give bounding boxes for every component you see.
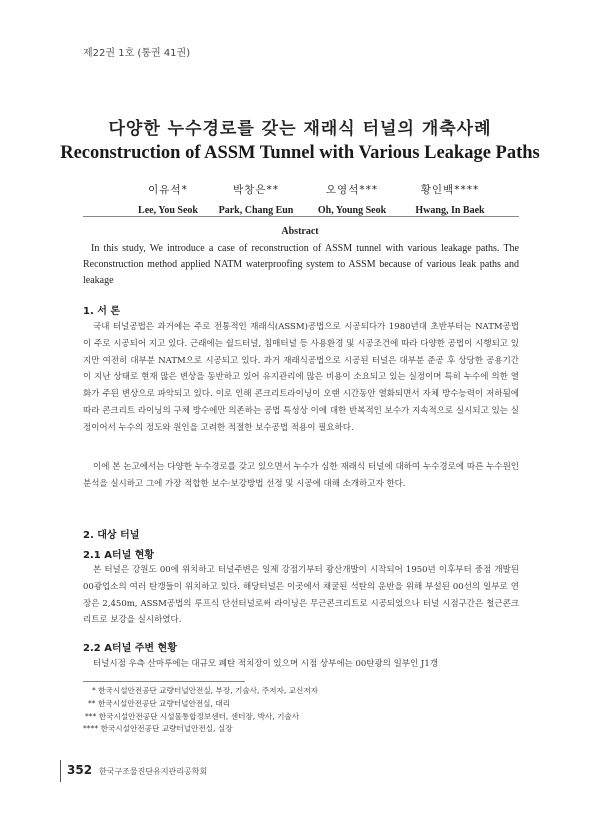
section-2-1-heading: 2.1 A터널 현황: [83, 550, 155, 561]
journal-name: 한국구조물진단유지관리공학회: [99, 767, 208, 776]
section-2-heading: 2. 대상 터널: [83, 530, 140, 541]
author-korean-name: 오영석***: [325, 184, 379, 196]
issue-info: 제22권 1호 (통권 41권): [83, 48, 191, 59]
footer-bar: [60, 760, 61, 782]
author-korean-name: 황인백****: [420, 184, 480, 196]
section-1-paragraph-2: 이에 본 논고에서는 다양한 누수경로를 갖고 있으면서 누수가 심한 재래식 터널에 대하여 누수경로에 따른 누수원인 분석을 실시하고 그에 가장 적합한 보수·보강방법 선정 및 시공에 대해 소개하고자 한다.: [83, 462, 519, 489]
author-english-name: Park, Chang Eun: [218, 205, 294, 216]
divider: [83, 216, 519, 217]
page-number: 352: [67, 763, 93, 777]
korean-title: 다양한 누수경로를 갖는 재래식 터널의 개축사례: [108, 119, 492, 139]
english-title: Reconstruction of ASSM Tunnel with Various Leakage Paths: [60, 143, 540, 163]
abstract-body: In this study, We introduce a case of reconstruction of ASSM tunnel with various leakage paths. The Reconstruction method applied NATM waterproofing system to ASSM because of various leak paths and leakage: [83, 243, 519, 286]
footnote-3: *** 한국시설안전공단 시설물통합정보센터, 센터장, 박사, 기술사: [85, 711, 300, 721]
section-1-heading: 1. 서 론: [83, 306, 121, 317]
section-1-paragraph-1: 국내 터널공법은 과거에는 주로 전통적인 재래식(ASSM)공법으로 시공되다가 1980년대 초반부터는 NATM공법이 주로 시공되어 지고 있다. 근래에는 쉴드터널, 침매터널 등 사용환경 및 시공조건에 따라 다양한 공법이 시행되고 있지만 여전히 대부분 NATM으로 시공되고 있다. 과거 재래식공법으로 시공된 터널은 대부분 준공 후 상당한 공용기간이 지난 상태로 현재 많은 변상을 동반하고 있어 유지관리에 많은 비용이 소요되고 있는 실정이며 특히 누수에 의한 열화가 주된 변상으로 파악되고 있다. 이로 인해 콘크리트라이닝이 오랜 시간동안 열화되면서 자체 방수능력이 저하됨에 따라 콘크리트 라이닝의 구체 방수에만 의존하는 공법 특성상 이에 대한 반복적인 보수가 지속적으로 실시되고 있는 실정이어서 누수의 정도와 원인을 고려한 적절한 보수공법 적용이 필요하다.: [83, 322, 519, 433]
author-4: [385, 182, 515, 216]
footnote-1: * 한국시설안전공단 교량터널안전실, 부장, 기술사, 주저자, 교신저자: [92, 686, 318, 695]
author-english-name: Hwang, In Baek: [415, 205, 485, 216]
author-english-name: Oh, Young Seok: [317, 205, 387, 216]
section-2-2-heading: 2.2 A터널 주변 현황: [83, 643, 177, 654]
abstract-heading: Abstract: [281, 226, 319, 237]
footnotes: [83, 685, 318, 736]
author-korean-name: 이유석*: [148, 184, 188, 196]
footnote-4: **** 한국시설안전공단 교량터널안전실, 실장: [83, 724, 233, 734]
author-korean-name: 박창은**: [233, 184, 279, 196]
footnote-2: ** 한국시설안전공단 교량터널안전실, 대리: [88, 698, 230, 708]
section-2-1-paragraph: 본 터널은 강원도 00에 위치하고 터널주변은 일제 강점기부터 광산개발이 시작되어 1950년 이후부터 중점 개발된 00광업소의 여러 탄갱들이 위치하고 있다. 해당터널은 이곳에서 채굴된 석탄의 운반을 위해 부설된 00선의 일부로 연장은 2,450m, ASSM공법의 루프식 단선터널로써 라이닝은 무근콘크리트로 시공되었으나 터널 시점구간은 철근콘크리트로 보강을 실시하였다.: [83, 565, 519, 626]
footnote-divider: [83, 681, 245, 682]
section-2-2-paragraph: 터널시점 우측 산마루에는 대규모 폐탄 적치장이 있으며 시점 상부에는 00탄광의 일부인 J1갱: [93, 659, 438, 669]
author-english-name: Lee, You Seok: [138, 205, 198, 216]
